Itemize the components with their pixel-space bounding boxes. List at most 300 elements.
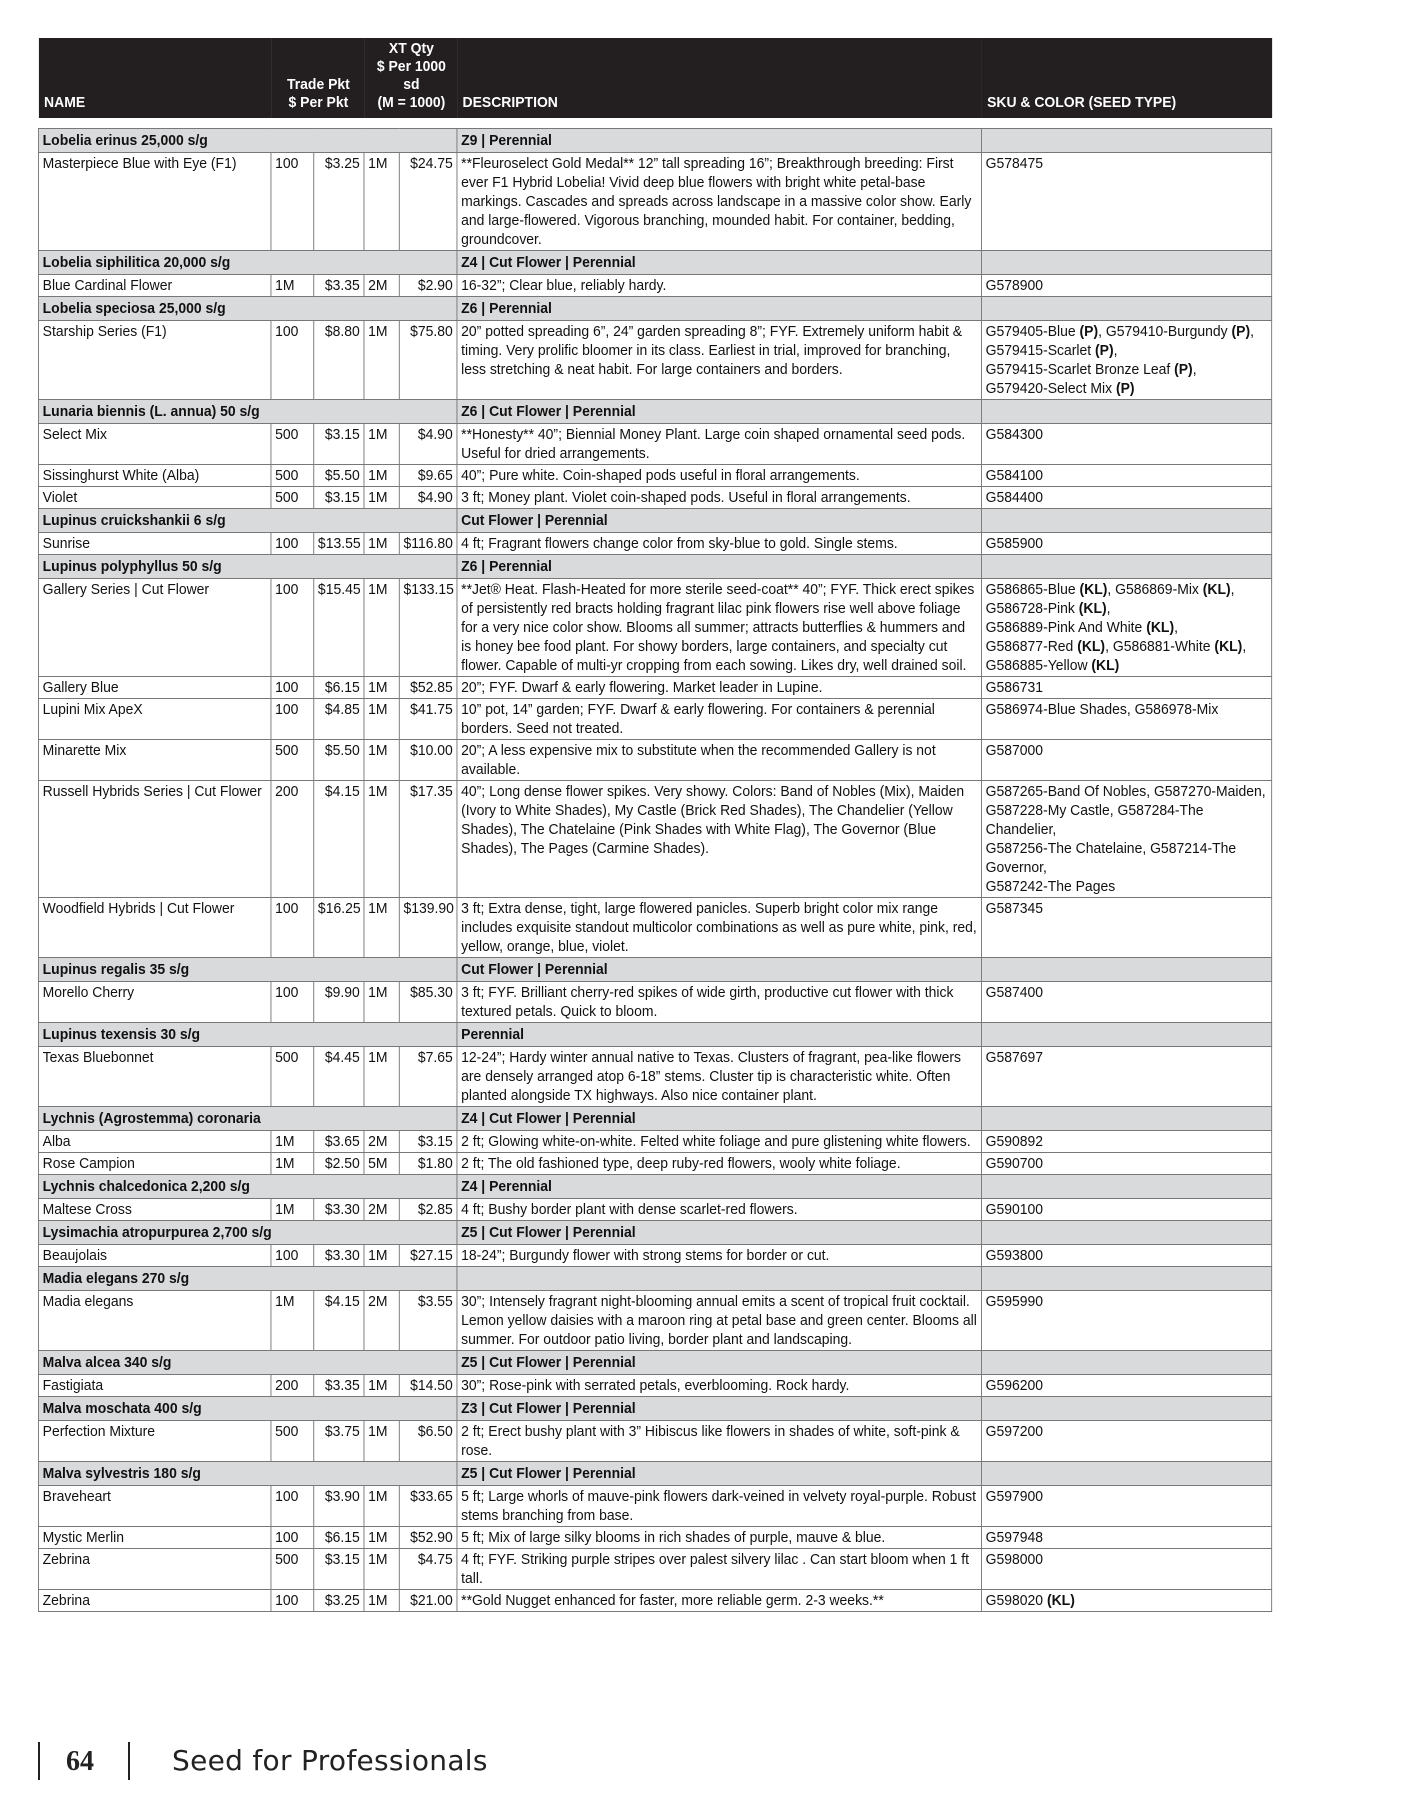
trade-pkt-qty: 200 (271, 781, 314, 898)
xt-qty: 1M (364, 1047, 399, 1107)
sku-line (986, 678, 1268, 697)
table-row (38, 465, 1271, 487)
table-row (38, 424, 1271, 465)
xt-qty: 2M (364, 1291, 399, 1351)
species-title: Malva alcea 340 s/g (38, 1351, 457, 1375)
xt-price: $21.00 (399, 1590, 457, 1612)
sku-color (981, 321, 1271, 400)
variety-name: Russell Hybrids Series | Cut Flower (38, 781, 271, 898)
page-footer (38, 1742, 638, 1782)
variety-name: Minarette Mix (38, 740, 271, 781)
table-row (38, 982, 1271, 1023)
sku-color (981, 579, 1271, 677)
trade-pkt-price: $3.75 (314, 1421, 364, 1462)
sku-text: , (1174, 619, 1178, 636)
species-tag: Z5 | Cut Flower | Perennial (457, 1462, 982, 1486)
seed-type-label: (P) (1174, 361, 1193, 378)
sku-text: G586877-Red (985, 638, 1078, 655)
xt-qty: 1M (364, 1590, 399, 1612)
xt-qty: 1M (364, 1527, 399, 1549)
header-name: NAME (38, 38, 271, 118)
trade-pkt-price: $15.45 (314, 579, 364, 677)
sku-color (981, 487, 1271, 509)
trade-pkt-qty: 100 (271, 898, 314, 958)
sku-text: G595990 (985, 1293, 1044, 1310)
table-row (38, 1291, 1271, 1351)
variety-name: Mystic Merlin (38, 1527, 271, 1549)
sku-text: , G579410-Burgundy (1098, 323, 1232, 340)
variety-description: 30”; Intensely fragrant night-blooming annual emits a scent of tropical fruit cocktail. Lemon yellow daisies with a maroon ring at petal base and green center. Blooms all summer. For outdoor patio living, border plant and landscaping. (457, 1291, 982, 1351)
xt-price: $133.15 (399, 579, 457, 677)
sku-line (986, 1591, 1268, 1610)
sku-line (986, 1292, 1268, 1311)
xt-qty: 1M (364, 424, 399, 465)
species-tag: Z6 | Cut Flower | Perennial (457, 400, 982, 424)
variety-name: Woodfield Hybrids | Cut Flower (38, 898, 271, 958)
sku-line (986, 1200, 1268, 1219)
table-row (38, 1590, 1271, 1612)
xt-price: $4.75 (399, 1549, 457, 1590)
trade-pkt-qty: 100 (271, 153, 314, 251)
header-sku: SKU & COLOR (SEED TYPE) (981, 38, 1271, 118)
xt-qty: 5M (364, 1153, 399, 1175)
variety-description: 12-24”; Hardy winter annual native to Texas. Clusters of fragrant, pea-like flowers are densely arranged atop 6-18” stems. Cluster tip is characteristic white. Often planted alongside TX highways. Also nice container plant. (457, 1047, 982, 1107)
table-row (38, 321, 1271, 400)
sku-line (986, 899, 1268, 918)
xt-price: $75.80 (399, 321, 457, 400)
sku-text: G586731 (985, 679, 1044, 696)
xt-qty: 1M (364, 699, 399, 740)
footer-divider (128, 1742, 130, 1780)
species-sku-blank (981, 1175, 1271, 1199)
variety-description: 4 ft; FYF. Striking purple stripes over palest silvery lilac . Can start bloom when 1 ft tall. (457, 1549, 982, 1590)
trade-pkt-qty: 1M (271, 1291, 314, 1351)
table-row (38, 740, 1271, 781)
sku-text: G587256-The Chatelaine, G587214-The Governor, (985, 840, 1237, 876)
variety-description: 20”; A less expensive mix to substitute when the recommended Gallery is not available. (457, 740, 982, 781)
trade-pkt-price: $8.80 (314, 321, 364, 400)
xt-price: $2.90 (399, 275, 457, 297)
sku-color (981, 275, 1271, 297)
sku-text: G586885-Yellow (985, 657, 1092, 674)
variety-description: **Jet® Heat. Flash-Heated for more sterile seed-coat** 40”; FYF. Thick erect spikes of persistently red bracts holding fragrant lilac pink flowers rise well above foliage for a very nice color show. Blooms all summer; attracts butterflies & hummers and is honey bee food plant. For showy borders, large containers, and specialty cut flower. Capable of multi-yr cropping from each sowing. Likes dry, well drained soil. (457, 579, 982, 677)
species-title: Lupinus cruickshankii 6 s/g (38, 509, 457, 533)
sku-text: , (1106, 600, 1111, 617)
table-row (38, 898, 1271, 958)
species-group-row (38, 1267, 1271, 1291)
variety-description: 5 ft; Large whorls of mauve-pink flowers dark-veined in velvety royal-purple. Robust stems branching from base. (457, 1486, 982, 1527)
variety-description: 3 ft; Money plant. Violet coin-shaped pods. Useful in floral arrangements. (457, 487, 982, 509)
sku-text: G598000 (985, 1551, 1044, 1568)
trade-pkt-qty: 500 (271, 487, 314, 509)
trade-pkt-price: $3.25 (314, 153, 364, 251)
header-description: DESCRIPTION (457, 38, 982, 118)
sku-line (986, 1154, 1268, 1173)
trade-pkt-price: $9.90 (314, 982, 364, 1023)
xt-price: $4.90 (399, 424, 457, 465)
variety-description: 2 ft; The old fashioned type, deep ruby-red flowers, wooly white foliage. (457, 1153, 982, 1175)
trade-pkt-price: $4.15 (314, 1291, 364, 1351)
sku-text: , (1113, 342, 1118, 359)
table-row (38, 487, 1271, 509)
species-sku-blank (981, 1351, 1271, 1375)
trade-pkt-qty: 100 (271, 1590, 314, 1612)
sku-line (986, 618, 1268, 637)
trade-pkt-price: $3.35 (314, 1375, 364, 1397)
table-header (38, 38, 1271, 129)
sku-color (981, 982, 1271, 1023)
sku-line (986, 782, 1268, 801)
trade-pkt-qty: 100 (271, 1527, 314, 1549)
sku-line (986, 1550, 1268, 1569)
species-group-row (38, 555, 1271, 579)
variety-description: 40”; Pure white. Coin-shaped pods useful in floral arrangements. (457, 465, 982, 487)
header-trade-pkt-line1: Trade Pkt (286, 76, 350, 93)
trade-pkt-qty: 100 (271, 533, 314, 555)
xt-price: $27.15 (399, 1245, 457, 1267)
table-row (38, 1549, 1271, 1590)
species-sku-blank (981, 1462, 1271, 1486)
trade-pkt-qty: 1M (271, 275, 314, 297)
variety-description: 20” potted spreading 6”, 24” garden spreading 8”; FYF. Extremely uniform habit & timing. Very prolific bloomer in its class. Earliest in trial, improved for branching, less stretching & neat habit. For large containers and borders. (457, 321, 982, 400)
xt-price: $2.85 (399, 1199, 457, 1221)
sku-text: G579415-Scarlet (985, 342, 1096, 359)
sku-text: G587400 (985, 984, 1044, 1001)
variety-name: Texas Bluebonnet (38, 1047, 271, 1107)
xt-qty: 1M (364, 1549, 399, 1590)
trade-pkt-price: $3.15 (314, 1549, 364, 1590)
variety-name: Masterpiece Blue with Eye (F1) (38, 153, 271, 251)
xt-qty: 1M (364, 153, 399, 251)
seed-type-label: (KL) (1214, 638, 1243, 655)
sku-line (986, 983, 1268, 1002)
header-xt-qty-line1: XT Qty (388, 40, 434, 57)
sku-text: G597948 (985, 1529, 1044, 1546)
seed-type-label: (KL) (1202, 581, 1231, 598)
sku-text: G593800 (985, 1247, 1044, 1264)
table-row (38, 1199, 1271, 1221)
sku-text: G584400 (985, 489, 1044, 506)
species-group-row (38, 1107, 1271, 1131)
sku-line (986, 488, 1268, 507)
sku-text: , (1192, 361, 1197, 378)
xt-qty: 1M (364, 321, 399, 400)
species-title: Madia elegans 270 s/g (38, 1267, 457, 1291)
sku-line (986, 154, 1268, 173)
trade-pkt-price: $2.50 (314, 1153, 364, 1175)
species-group-row (38, 1462, 1271, 1486)
sku-line (986, 341, 1268, 360)
table-row (38, 1047, 1271, 1107)
variety-name: Morello Cherry (38, 982, 271, 1023)
species-group-row (38, 509, 1271, 533)
trade-pkt-price: $5.50 (314, 465, 364, 487)
sku-line (986, 599, 1268, 618)
species-title: Lupinus regalis 35 s/g (38, 958, 457, 982)
sku-text: G586889-Pink And White (985, 619, 1147, 636)
seed-type-label: (P) (1079, 323, 1099, 340)
species-group-row (38, 1023, 1271, 1047)
sku-text: G578475 (985, 155, 1044, 172)
species-title: Lunaria biennis (L. annua) 50 s/g (38, 400, 457, 424)
species-sku-blank (981, 129, 1271, 153)
variety-name: Gallery Blue (38, 677, 271, 699)
sku-text: G586974-Blue Shades, G586978-Mix (985, 701, 1219, 718)
sku-text: G587265-Band Of Nobles, G587270-Maiden, (985, 783, 1266, 800)
sku-line (986, 534, 1268, 553)
trade-pkt-price: $5.50 (314, 740, 364, 781)
table-body (38, 129, 1271, 1612)
xt-qty: 1M (364, 1486, 399, 1527)
sku-line (986, 741, 1268, 760)
variety-description: 2 ft; Glowing white-on-white. Felted white foliage and pure glistening white flowers. (457, 1131, 982, 1153)
seed-type-label: (KL) (1077, 638, 1106, 655)
header-xt-qty-line2: $ Per 1000 sd (376, 58, 446, 93)
sku-text: , (1230, 581, 1235, 598)
xt-price: $116.80 (399, 533, 457, 555)
trade-pkt-qty: 1M (271, 1199, 314, 1221)
sku-color (981, 1590, 1271, 1612)
sku-text: G587345 (985, 900, 1044, 917)
xt-qty: 2M (364, 1131, 399, 1153)
variety-name: Perfection Mixture (38, 1421, 271, 1462)
table-row (38, 1245, 1271, 1267)
xt-price: $24.75 (399, 153, 457, 251)
variety-name: Fastigiata (38, 1375, 271, 1397)
trade-pkt-price: $3.90 (314, 1486, 364, 1527)
sku-line (986, 276, 1268, 295)
xt-price: $33.65 (399, 1486, 457, 1527)
species-sku-blank (981, 555, 1271, 579)
species-sku-blank (981, 1221, 1271, 1245)
sku-line (986, 1132, 1268, 1151)
species-sku-blank (981, 1107, 1271, 1131)
xt-qty: 1M (364, 677, 399, 699)
sku-line (986, 839, 1268, 877)
variety-name: Maltese Cross (38, 1199, 271, 1221)
species-tag: Z4 | Cut Flower | Perennial (457, 251, 982, 275)
trade-pkt-qty: 100 (271, 677, 314, 699)
sku-text: G587228-My Castle, G587284-The Chandelier, (985, 802, 1204, 838)
seed-type-label: (P) (1095, 342, 1114, 359)
variety-name: Rose Campion (38, 1153, 271, 1175)
header-trade-pkt (271, 38, 364, 118)
trade-pkt-qty: 200 (271, 1375, 314, 1397)
table-row (38, 1527, 1271, 1549)
xt-qty: 2M (364, 1199, 399, 1221)
trade-pkt-price: $3.15 (314, 487, 364, 509)
sku-color (981, 677, 1271, 699)
species-title: Malva moschata 400 s/g (38, 1397, 457, 1421)
trade-pkt-qty: 1M (271, 1131, 314, 1153)
sku-color (981, 1375, 1271, 1397)
variety-description: 3 ft; Extra dense, tight, large flowered panicles. Superb bright color mix range includes exquisite standout multicolor combinations as well as pure white, pink, red, yellow, orange, blue, violet. (457, 898, 982, 958)
variety-name: Braveheart (38, 1486, 271, 1527)
seed-type-label: (KL) (1079, 581, 1108, 598)
sku-text: G584300 (985, 426, 1044, 443)
table-row (38, 1486, 1271, 1527)
xt-qty: 1M (364, 579, 399, 677)
catalog-page (38, 38, 1364, 1612)
sku-line (986, 1528, 1268, 1547)
trade-pkt-price: $4.45 (314, 1047, 364, 1107)
sku-line (986, 1048, 1268, 1067)
species-sku-blank (981, 1267, 1271, 1291)
xt-price: $1.80 (399, 1153, 457, 1175)
variety-description: 40”; Long dense flower spikes. Very showy. Colors: Band of Nobles (Mix), Maiden (Ivory to White Shades), My Castle (Brick Red Shades), The Chandelier (Yellow Shades), The Chatelaine (Pink Shades with White Flag), The Governor (Blue Shades), The Pages (Carmine Shades). (457, 781, 982, 898)
species-title: Malva sylvestris 180 s/g (38, 1462, 457, 1486)
sku-line (986, 877, 1268, 896)
sku-line (986, 580, 1268, 599)
sku-text: G586728-Pink (985, 600, 1079, 617)
seed-type-label: (KL) (1091, 657, 1120, 674)
variety-description: 30”; Rose-pink with serrated petals, everblooming. Rock hardy. (457, 1375, 982, 1397)
xt-qty: 1M (364, 487, 399, 509)
trade-pkt-price: $3.30 (314, 1245, 364, 1267)
sku-color (981, 1245, 1271, 1267)
species-group-row (38, 400, 1271, 424)
xt-qty: 1M (364, 982, 399, 1023)
sku-line (986, 1487, 1268, 1506)
species-sku-blank (981, 1397, 1271, 1421)
sku-text: G597900 (985, 1488, 1044, 1505)
trade-pkt-qty: 100 (271, 1245, 314, 1267)
sku-color (981, 699, 1271, 740)
sku-color (981, 465, 1271, 487)
sku-color (981, 1199, 1271, 1221)
sku-line (986, 801, 1268, 839)
species-title: Lobelia speciosa 25,000 s/g (38, 297, 457, 321)
trade-pkt-price: $16.25 (314, 898, 364, 958)
xt-price: $85.30 (399, 982, 457, 1023)
trade-pkt-qty: 500 (271, 740, 314, 781)
xt-qty: 2M (364, 275, 399, 297)
table-row (38, 533, 1271, 555)
trade-pkt-qty: 100 (271, 321, 314, 400)
variety-description: 16-32”; Clear blue, reliably hardy. (457, 275, 982, 297)
trade-pkt-price: $3.30 (314, 1199, 364, 1221)
variety-name: Starship Series (F1) (38, 321, 271, 400)
species-group-row (38, 129, 1271, 153)
sku-color (981, 153, 1271, 251)
variety-name: Alba (38, 1131, 271, 1153)
sku-line (986, 379, 1268, 398)
sku-line (986, 1422, 1268, 1441)
xt-price: $14.50 (399, 1375, 457, 1397)
sku-color (981, 1291, 1271, 1351)
sku-line (986, 700, 1268, 719)
variety-name: Lupini Mix ApeX (38, 699, 271, 740)
species-title: Lychnis chalcedonica 2,200 s/g (38, 1175, 457, 1199)
trade-pkt-qty: 100 (271, 1486, 314, 1527)
species-title: Lychnis (Agrostemma) coronaria (38, 1107, 457, 1131)
species-group-row (38, 1351, 1271, 1375)
sku-color (981, 1527, 1271, 1549)
table-row (38, 1375, 1271, 1397)
species-tag: Z4 | Cut Flower | Perennial (457, 1107, 982, 1131)
sku-line (986, 1376, 1268, 1395)
trade-pkt-price: $6.15 (314, 1527, 364, 1549)
species-tag: Z3 | Cut Flower | Perennial (457, 1397, 982, 1421)
sku-line (986, 656, 1268, 675)
table-row (38, 153, 1271, 251)
trade-pkt-qty: 500 (271, 465, 314, 487)
sku-line (986, 322, 1268, 341)
sku-text: G598020 (985, 1592, 1047, 1609)
trade-pkt-qty: 100 (271, 699, 314, 740)
sku-line (986, 425, 1268, 444)
xt-qty: 1M (364, 533, 399, 555)
variety-name: Madia elegans (38, 1291, 271, 1351)
seed-type-label: (KL) (1046, 1592, 1075, 1609)
sku-color (981, 898, 1271, 958)
variety-description: **Honesty** 40”; Biennial Money Plant. Large coin shaped ornamental seed pods. Useful for dried arrangements. (457, 424, 982, 465)
xt-price: $52.90 (399, 1527, 457, 1549)
sku-color (981, 740, 1271, 781)
sku-text: G579405-Blue (985, 323, 1080, 340)
sku-line (986, 1246, 1268, 1265)
header-xt-qty-line3: (M = 1000) (377, 94, 446, 111)
species-title: Lupinus texensis 30 s/g (38, 1023, 457, 1047)
variety-name: Sunrise (38, 533, 271, 555)
species-tag: Z6 | Perennial (457, 555, 982, 579)
sku-text: G596200 (985, 1377, 1044, 1394)
species-tag: Cut Flower | Perennial (457, 509, 982, 533)
sku-color (981, 1153, 1271, 1175)
sku-color (981, 424, 1271, 465)
trade-pkt-price: $13.55 (314, 533, 364, 555)
page-number: 64 (66, 1746, 94, 1777)
variety-name: Violet (38, 487, 271, 509)
variety-description: 4 ft; Bushy border plant with dense scarlet-red flowers. (457, 1199, 982, 1221)
trade-pkt-price: $4.85 (314, 699, 364, 740)
xt-price: $52.85 (399, 677, 457, 699)
sku-color (981, 781, 1271, 898)
species-tag: Z9 | Perennial (457, 129, 982, 153)
variety-name: Select Mix (38, 424, 271, 465)
seed-type-label: (P) (1231, 323, 1251, 340)
species-title: Lobelia siphilitica 20,000 s/g (38, 251, 457, 275)
trade-pkt-price: $4.15 (314, 781, 364, 898)
table-row (38, 275, 1271, 297)
species-sku-blank (981, 1023, 1271, 1047)
variety-name: Blue Cardinal Flower (38, 275, 271, 297)
species-sku-blank (981, 509, 1271, 533)
sku-line (986, 360, 1268, 379)
variety-name: Beaujolais (38, 1245, 271, 1267)
species-group-row (38, 297, 1271, 321)
trade-pkt-price: $3.65 (314, 1131, 364, 1153)
sku-text: G587697 (985, 1049, 1044, 1066)
xt-price: $6.50 (399, 1421, 457, 1462)
sku-text: G597200 (985, 1423, 1044, 1440)
sku-color (981, 1486, 1271, 1527)
variety-description: **Fleuroselect Gold Medal** 12” tall spreading 16”; Breakthrough breeding: First ever F1 Hybrid Lobelia! Vivid deep blue flowers with bright white petal-base markings. Cascades and spreads across landscape in a massive color show. Early and large-flowered. Vigorous branching, mounded habit. For container, bedding, groundcover. (457, 153, 982, 251)
xt-qty: 1M (364, 1421, 399, 1462)
footer-divider (38, 1742, 40, 1780)
xt-price: $3.55 (399, 1291, 457, 1351)
trade-pkt-price: $3.35 (314, 275, 364, 297)
trade-pkt-qty: 500 (271, 424, 314, 465)
variety-description: 4 ft; Fragrant flowers change color from sky-blue to gold. Single stems. (457, 533, 982, 555)
species-title: Lysimachia atropurpurea 2,700 s/g (38, 1221, 457, 1245)
species-group-row (38, 1221, 1271, 1245)
trade-pkt-qty: 1M (271, 1153, 314, 1175)
sku-text: G587000 (985, 742, 1044, 759)
xt-qty: 1M (364, 781, 399, 898)
xt-price: $10.00 (399, 740, 457, 781)
species-group-row (38, 251, 1271, 275)
